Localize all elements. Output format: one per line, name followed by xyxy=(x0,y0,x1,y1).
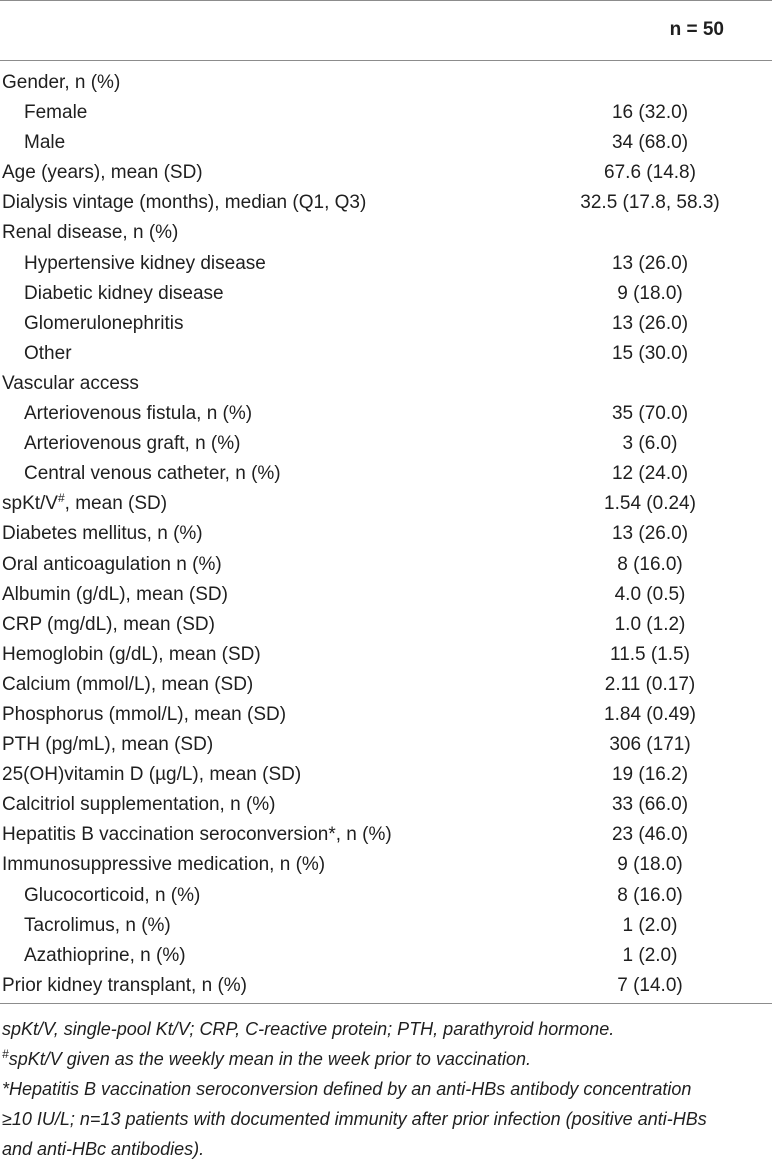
row-label xyxy=(2,760,301,790)
row-value: 1.54 (0.24) xyxy=(604,493,696,515)
row-label-text: Calcium (mmol/L), mean (SD) xyxy=(2,673,254,695)
table-row xyxy=(0,610,772,640)
row-label-text: Phosphorus (mmol/L), mean (SD) xyxy=(2,703,287,725)
row-label xyxy=(24,98,87,128)
table-row xyxy=(0,249,772,279)
row-label-text: Glucocorticoid, n (%) xyxy=(24,884,201,906)
row-label-text: Diabetes mellitus, n (%) xyxy=(2,523,203,545)
row-value: 13 (26.0) xyxy=(611,523,689,545)
row-value: 13 (26.0) xyxy=(611,312,689,334)
row-value: 1 (2.0) xyxy=(622,944,678,966)
row-value: 4.0 (0.5) xyxy=(614,583,686,605)
row-label-text: Hemoglobin (g/dL), mean (SD) xyxy=(2,643,261,665)
row-label-text: Diabetic kidney disease xyxy=(24,282,224,304)
row-label xyxy=(2,519,203,549)
row-label xyxy=(2,700,286,730)
column-header-n: n = 50 xyxy=(669,19,724,40)
footnote-hash-text: spKt/V given as the weekly mean in the week prior to vaccination. xyxy=(8,1049,531,1069)
row-label-text: Male xyxy=(24,132,66,154)
row-value: 9 (18.0) xyxy=(617,854,683,876)
table-row xyxy=(0,850,772,880)
row-label xyxy=(2,790,276,820)
row-value: 1.0 (1.2) xyxy=(614,613,686,635)
row-value: 15 (30.0) xyxy=(611,342,689,364)
row-label xyxy=(24,249,266,279)
table-row xyxy=(0,580,772,610)
table-row xyxy=(0,700,772,730)
row-label xyxy=(24,941,186,971)
table-footnotes xyxy=(0,1014,772,1164)
row-value: 2.11 (0.17) xyxy=(604,673,696,695)
table-row xyxy=(0,399,772,429)
row-value: 8 (16.0) xyxy=(617,884,683,906)
row-label-text: Age (years), mean (SD) xyxy=(2,162,203,184)
row-label xyxy=(24,459,281,489)
row-label xyxy=(24,911,171,941)
table-row xyxy=(0,730,772,760)
row-value: 7 (14.0) xyxy=(617,974,683,996)
row-label-text: Dialysis vintage (months), median (Q1, Q3) xyxy=(2,192,367,214)
row-label-text: Arteriovenous graft, n (%) xyxy=(24,433,241,455)
header-bottom-rule xyxy=(0,60,772,61)
row-label-text: Tacrolimus, n (%) xyxy=(24,914,171,936)
footnote-star-line-2: ≥10 IU/L; n=13 patients with documented immunity after prior infection (positive anti-HBs xyxy=(2,1109,707,1129)
table-row xyxy=(0,881,772,911)
row-value: 19 (16.2) xyxy=(611,764,689,786)
row-label-superscript: # xyxy=(57,491,65,506)
row-value: 34 (68.0) xyxy=(611,132,689,154)
row-label-text: Azathioprine, n (%) xyxy=(24,944,186,966)
row-label xyxy=(24,429,240,459)
row-label xyxy=(24,881,200,911)
row-label-text: CRP (mg/dL), mean (SD) xyxy=(2,613,215,635)
table-row xyxy=(0,790,772,820)
table-row xyxy=(0,339,772,369)
row-value: 306 (171) xyxy=(609,734,691,756)
table-row xyxy=(0,98,772,128)
table-row xyxy=(0,459,772,489)
table-row xyxy=(0,68,772,98)
table-row xyxy=(0,760,772,790)
table-row xyxy=(0,309,772,339)
row-label xyxy=(24,128,65,158)
row-label-text: Hepatitis B vaccination seroconversion*, n (%) xyxy=(2,824,392,846)
row-label-text: Albumin (g/dL), mean (SD) xyxy=(2,583,228,605)
table-row xyxy=(0,218,772,248)
table-row xyxy=(0,670,772,700)
row-value: 9 (18.0) xyxy=(617,282,683,304)
row-label-text: Renal disease, n (%) xyxy=(2,222,179,244)
row-value: 16 (32.0) xyxy=(611,102,689,124)
row-label xyxy=(2,158,203,188)
row-value: 1 (2.0) xyxy=(622,914,678,936)
row-label-text: Oral anticoagulation n (%) xyxy=(2,553,222,575)
row-label xyxy=(2,640,261,670)
footnote-hash xyxy=(0,1044,772,1074)
row-value: 3 (6.0) xyxy=(622,433,678,455)
row-label-text: Glomerulonephritis xyxy=(24,312,184,334)
row-value: 11.5 (1.5) xyxy=(610,643,690,665)
table-row xyxy=(0,369,772,399)
row-label-text: Vascular access xyxy=(2,372,139,394)
table-row xyxy=(0,550,772,580)
row-value: 1.84 (0.49) xyxy=(604,703,696,725)
table-row xyxy=(0,279,772,309)
table-row xyxy=(0,820,772,850)
row-label xyxy=(2,68,120,98)
row-label xyxy=(2,850,325,880)
table-row xyxy=(0,489,772,519)
row-label-text: Arteriovenous fistula, n (%) xyxy=(24,403,253,425)
row-label xyxy=(2,820,392,850)
row-label xyxy=(2,550,222,580)
row-label-text: Calcitriol supplementation, n (%) xyxy=(2,794,276,816)
row-value: 13 (26.0) xyxy=(611,252,689,274)
row-label xyxy=(24,339,72,369)
table-top-rule xyxy=(0,0,772,1)
row-label-text: Prior kidney transplant, n (%) xyxy=(2,974,247,996)
footnote-abbreviations: spKt/V, single-pool Kt/V; CRP, C-reactive protein; PTH, parathyroid hormone. xyxy=(2,1019,615,1039)
row-value: 67.6 (14.8) xyxy=(604,162,696,184)
row-label xyxy=(2,369,139,399)
table-body xyxy=(0,68,772,1001)
row-label-text: Central venous catheter, n (%) xyxy=(24,463,281,485)
table-row xyxy=(0,911,772,941)
row-label xyxy=(24,399,252,429)
table-row xyxy=(0,158,772,188)
table-row xyxy=(0,519,772,549)
table-row xyxy=(0,429,772,459)
footnote-star-line-1: *Hepatitis B vaccination seroconversion defined by an anti-HBs antibody concentration xyxy=(2,1079,692,1099)
footnote-star-line-3: and anti-HBc antibodies). xyxy=(2,1139,205,1159)
row-label xyxy=(2,971,247,1001)
table-bottom-rule xyxy=(0,1003,772,1004)
row-label xyxy=(2,489,167,519)
row-label-text: Hypertensive kidney disease xyxy=(24,252,266,274)
table-row xyxy=(0,971,772,1001)
row-label xyxy=(24,309,183,339)
row-label-suffix: , mean (SD) xyxy=(64,493,168,515)
row-label-text: Immunosuppressive medication, n (%) xyxy=(2,854,326,876)
row-label-text: Other xyxy=(24,342,72,364)
table-row xyxy=(0,941,772,971)
row-label-text: Female xyxy=(24,102,88,124)
row-label xyxy=(2,188,366,218)
row-value: 33 (66.0) xyxy=(611,794,689,816)
table-row xyxy=(0,128,772,158)
row-label-text: Gender, n (%) xyxy=(2,72,121,93)
row-label-text: PTH (pg/mL), mean (SD) xyxy=(2,734,214,756)
row-label xyxy=(2,610,215,640)
row-label xyxy=(2,218,178,248)
row-label-text: spKt/V xyxy=(2,493,58,515)
row-label xyxy=(2,580,228,610)
row-value: 12 (24.0) xyxy=(611,463,689,485)
table-row xyxy=(0,640,772,670)
row-label xyxy=(2,670,253,700)
row-label xyxy=(24,279,224,309)
table-row xyxy=(0,188,772,218)
row-label xyxy=(2,730,213,760)
row-label-text: 25(OH)vitamin D (µg/L), mean (SD) xyxy=(2,764,302,786)
row-value: 23 (46.0) xyxy=(611,824,689,846)
row-value: 35 (70.0) xyxy=(611,403,689,425)
row-value: 8 (16.0) xyxy=(617,553,683,575)
footnote-hash-mark: # xyxy=(2,1047,9,1061)
row-value: 32.5 (17.8, 58.3) xyxy=(580,192,720,214)
